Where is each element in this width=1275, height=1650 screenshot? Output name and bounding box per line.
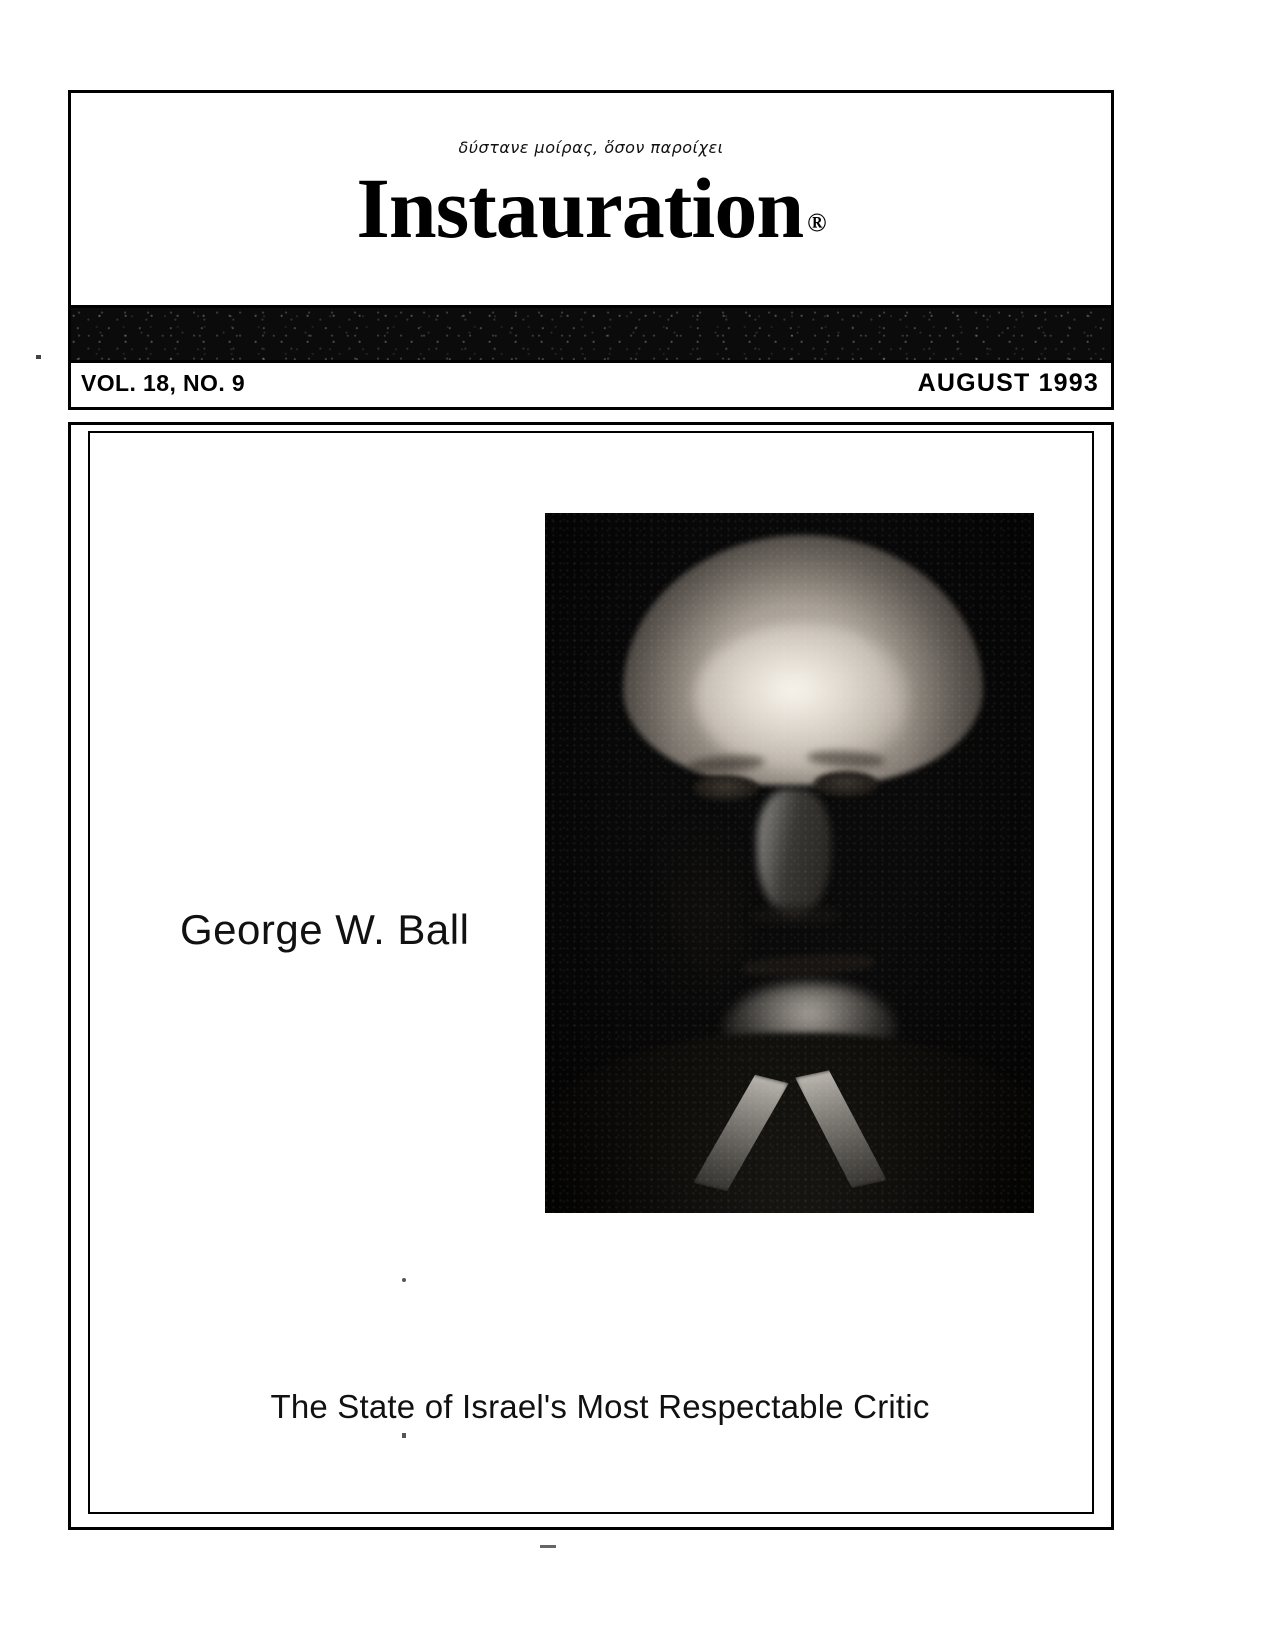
portrait-photo xyxy=(545,513,1034,1213)
greek-epigraph: δύστανε μοίρας, ὅσον παροίχει xyxy=(458,138,724,157)
masthead-black-rule xyxy=(71,305,1111,363)
scan-speck xyxy=(402,1278,406,1282)
scan-speck xyxy=(540,1545,556,1548)
masthead-block xyxy=(68,90,1114,410)
scan-speck xyxy=(36,355,41,359)
masthead-title-area xyxy=(71,93,1111,305)
cover-inner-frame xyxy=(88,431,1094,1514)
publication-title xyxy=(71,160,1111,256)
cover-subject-name: George W. Ball xyxy=(180,906,470,953)
scan-speck xyxy=(402,1433,406,1438)
cover-outer-frame xyxy=(68,422,1114,1530)
volume-number: VOL. 18, NO. 9 xyxy=(81,370,246,396)
registered-trademark-icon: ® xyxy=(807,208,826,237)
cover-tagline: The State of Israel's Most Respectable Critic xyxy=(270,1388,930,1425)
issue-line xyxy=(71,363,1111,407)
portrait-vignette xyxy=(545,513,1034,1213)
issue-date: AUGUST 1993 xyxy=(917,369,1099,397)
publication-title-text: Instauration xyxy=(356,160,804,256)
halftone-texture xyxy=(71,308,1111,360)
